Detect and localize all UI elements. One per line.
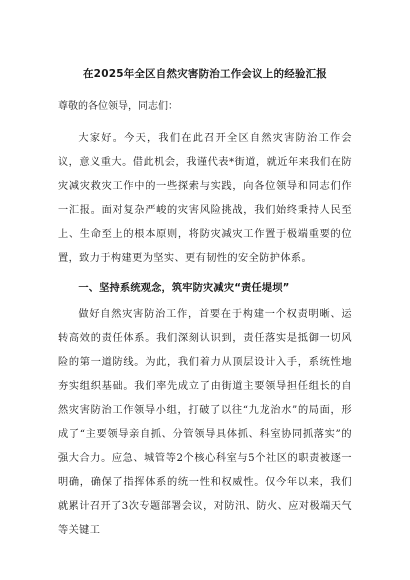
salutation: 尊敬的各位领导，同志们：: [58, 101, 178, 112]
document-title: 在2025年全区自然灾害防治工作会议上的经验汇报: [82, 68, 328, 80]
section-1-paragraph: 做好自然灾害防治工作，首要在于构建一个权责明晰、运转高效的责任体系。我们深刻认识到，责任落实是抵御一切风险的第一道防线。为此，我们着力从顶层设计入手，系统性地夯实组织基础。我们率先成立了由街道主要领导担任组长的自然灾害防治工作领导小组，打破了以往“九龙治水”的局面，形成了“主要领导亲自抓、分管领导具体抓、科室协同抓落实”的强大合力。应急、城管等2个核心科室与5个社区的职责被逐一明确，确保了指挥体系的统一性和权威性。仅今年以来，我们就累计召开了3次专题部署会议，对防汛、防火、应对极端天气等关键工: [58, 309, 352, 536]
intro-paragraph: 大家好。今天，我们在此召开全区自然灾害防治工作会议，意义重大。借此机会，我谨代表*街道，就近年来我们在防灾减灾救灾工作中的一些探索与实践，向各位领导和同志们作一汇报。面对复杂严峻的灾害风险挑战，我们始终秉持人民至上、生命至上的根本原则，将防灾减灾工作置于极端重要的位置，致力于构建更为坚实、更有韧性的安全防护体系。: [58, 133, 352, 264]
section-heading-1: 一、坚持系统观念，筑牢防灾减灾“责任堤坝”: [78, 283, 290, 294]
